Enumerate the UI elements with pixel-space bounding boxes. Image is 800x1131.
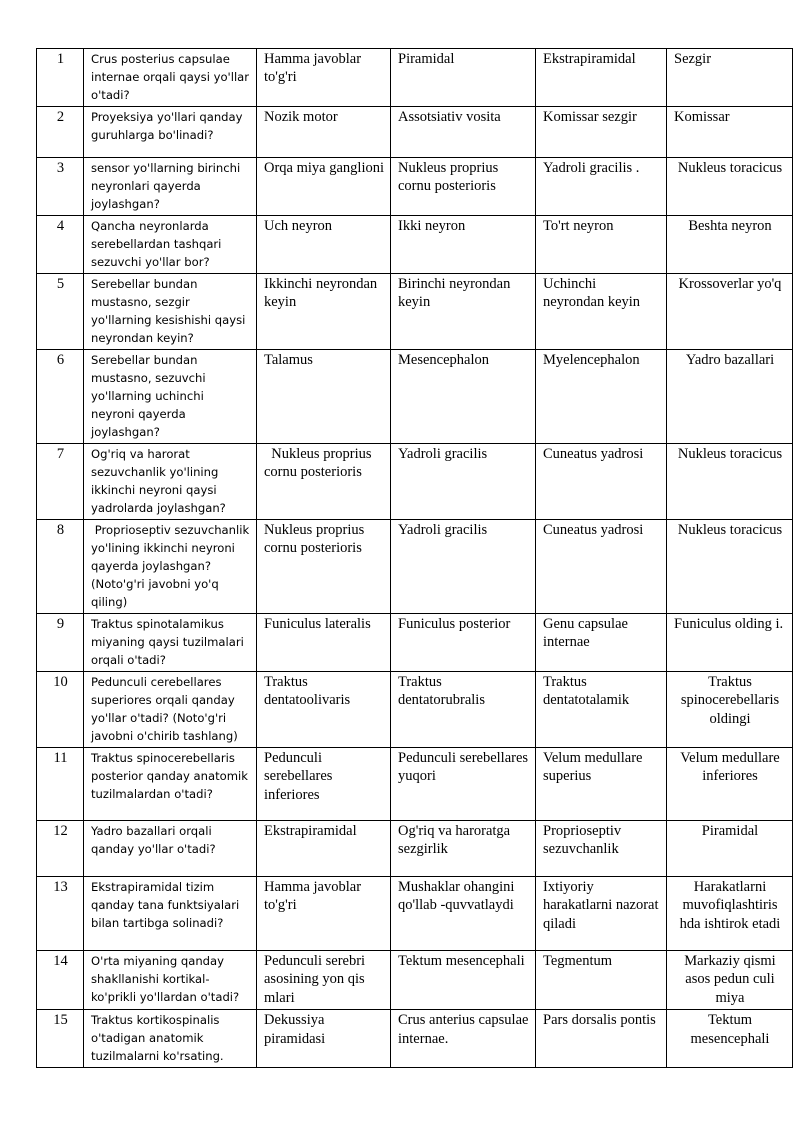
table-row: [37, 821, 793, 877]
question-number: 10: [37, 672, 84, 748]
table-row: [37, 951, 793, 1010]
answer-option-a: Pedunculi serebri asosining yon qis mlari: [257, 951, 391, 1010]
table-row: [37, 49, 793, 107]
answer-option-b: Assotsiativ vosita: [391, 107, 536, 158]
table-row: [37, 107, 793, 158]
question-text: Serebellar bundan mustasno, sezgir yo'llarning kesishishi qaysi neyrondan keyin?: [84, 274, 257, 350]
answer-option-a: Talamus: [257, 350, 391, 444]
question-text: Traktus kortikospinalis o'tadigan anatomik tuzilmalarni ko'rsating.: [84, 1010, 257, 1068]
answer-option-c: Velum medullare superius: [536, 748, 667, 821]
answer-option-c: Cuneatus yadrosi: [536, 444, 667, 520]
answer-option-d: Nukleus toracicus: [667, 444, 793, 520]
answer-option-d: Velum medullare inferiores: [667, 748, 793, 821]
answer-option-a: Orqa miya ganglioni: [257, 158, 391, 216]
answer-option-d: Nukleus toracicus: [667, 158, 793, 216]
answer-option-d: Yadro bazallari: [667, 350, 793, 444]
answer-option-b: Pedunculi serebellares yuqori: [391, 748, 536, 821]
table-row: [37, 350, 793, 444]
question-text: Traktus spinotalamikus miyaning qaysi tuzilmalari orqali o'tadi?: [84, 614, 257, 672]
answer-option-d: Traktus spinocerebellaris oldingi: [667, 672, 793, 748]
answer-option-c: Pars dorsalis pontis: [536, 1010, 667, 1068]
table-row: [37, 274, 793, 350]
answer-option-c: Proprioseptiv sezuvchanlik: [536, 821, 667, 877]
answer-option-b: Tektum mesencephali: [391, 951, 536, 1010]
table-row: [37, 672, 793, 748]
answer-option-a: Dekussiya piramidasi: [257, 1010, 391, 1068]
question-number: 15: [37, 1010, 84, 1068]
answer-option-a: Hamma javoblar to'g'ri: [257, 49, 391, 107]
answer-option-b: Crus anterius capsulae internae.: [391, 1010, 536, 1068]
question-text: Yadro bazallari orqali qanday yo'llar o'tadi?: [84, 821, 257, 877]
table-row: [37, 444, 793, 520]
question-number: 8: [37, 520, 84, 614]
answer-option-a: Ikkinchi neyrondan keyin: [257, 274, 391, 350]
question-number: 1: [37, 49, 84, 107]
question-number: 12: [37, 821, 84, 877]
answer-option-a: Traktus dentatoolivaris: [257, 672, 391, 748]
question-number: 14: [37, 951, 84, 1010]
question-number: 4: [37, 216, 84, 274]
table-row: [37, 216, 793, 274]
question-text: sensor yo'llarning birinchi neyronlari qayerda joylashgan?: [84, 158, 257, 216]
question-text: Ekstrapiramidal tizim qanday tana funktsiyalari bilan tartibga solinadi?: [84, 877, 257, 951]
answer-option-a: Funiculus lateralis: [257, 614, 391, 672]
answer-option-a: Pedunculi serebellares inferiores: [257, 748, 391, 821]
question-text: Serebellar bundan mustasno, sezuvchi yo'llarning uchinchi neyroni qayerda joylashgan?: [84, 350, 257, 444]
question-text: O'rta miyaning qanday shakllanishi kortikal-ko'prikli yo'llardan o'tadi?: [84, 951, 257, 1010]
answer-option-b: Birinchi neyrondan keyin: [391, 274, 536, 350]
answer-option-c: Yadroli gracilis .: [536, 158, 667, 216]
answer-option-d: Nukleus toracicus: [667, 520, 793, 614]
answer-option-c: Ekstrapiramidal: [536, 49, 667, 107]
answer-option-b: Nukleus proprius cornu posterioris: [391, 158, 536, 216]
question-text: Proprioseptiv sezuvchanlik yo'lining ikkinchi neyroni qayerda joylashgan? (Noto'g'ri javobni yo'q qiling): [84, 520, 257, 614]
question-text: Crus posterius capsulae internae orqali qaysi yo'llar o'tadi?: [84, 49, 257, 107]
table-row: [37, 158, 793, 216]
answer-option-c: Tegmentum: [536, 951, 667, 1010]
answer-option-c: Uchinchi neyrondan keyin: [536, 274, 667, 350]
answer-option-d: Krossoverlar yo'q: [667, 274, 793, 350]
question-number: 13: [37, 877, 84, 951]
question-number: 7: [37, 444, 84, 520]
table-row: [37, 748, 793, 821]
answer-option-c: Genu capsulae internae: [536, 614, 667, 672]
question-text: Pedunculi cerebellares superiores orqali qanday yo'llar o'tadi? (Noto'g'ri javobni o'chirib tashlang): [84, 672, 257, 748]
answer-option-b: Mushaklar ohangini qo'llab -quvvatlaydi: [391, 877, 536, 951]
quiz-table-body: [37, 49, 793, 1068]
answer-option-d: Piramidal: [667, 821, 793, 877]
question-number: 6: [37, 350, 84, 444]
answer-option-a: Nukleus proprius cornu posterioris: [257, 444, 391, 520]
answer-option-d: Sezgir: [667, 49, 793, 107]
answer-option-d: Komissar: [667, 107, 793, 158]
answer-option-d: Beshta neyron: [667, 216, 793, 274]
question-text: Qancha neyronlarda serebellardan tashqari sezuvchi yo'llar bor?: [84, 216, 257, 274]
answer-option-b: Yadroli gracilis: [391, 444, 536, 520]
question-text: Traktus spinocerebellaris posterior qanday anatomik tuzilmalardan o'tadi?: [84, 748, 257, 821]
table-row: [37, 1010, 793, 1068]
answer-option-c: Ixtiyoriy harakatlarni nazorat qiladi: [536, 877, 667, 951]
answer-option-a: Ekstrapiramidal: [257, 821, 391, 877]
answer-option-c: Cuneatus yadrosi: [536, 520, 667, 614]
answer-option-d: Funiculus olding i.: [667, 614, 793, 672]
answer-option-c: To'rt neyron: [536, 216, 667, 274]
answer-option-c: Traktus dentatotalamik: [536, 672, 667, 748]
answer-option-a: Nozik motor: [257, 107, 391, 158]
answer-option-c: Komissar sezgir: [536, 107, 667, 158]
answer-option-c: Myelencephalon: [536, 350, 667, 444]
answer-option-b: Piramidal: [391, 49, 536, 107]
answer-option-b: Og'riq va haroratga sezgirlik: [391, 821, 536, 877]
answer-option-b: Yadroli gracilis: [391, 520, 536, 614]
quiz-table: [36, 48, 793, 1068]
table-row: [37, 520, 793, 614]
question-number: 5: [37, 274, 84, 350]
answer-option-d: Tektum mesencephali: [667, 1010, 793, 1068]
question-number: 2: [37, 107, 84, 158]
table-row: [37, 614, 793, 672]
answer-option-b: Mesencephalon: [391, 350, 536, 444]
answer-option-b: Traktus dentatorubralis: [391, 672, 536, 748]
question-text: Proyeksiya yo'llari qanday guruhlarga bo'linadi?: [84, 107, 257, 158]
question-number: 3: [37, 158, 84, 216]
question-number: 11: [37, 748, 84, 821]
answer-option-b: Ikki neyron: [391, 216, 536, 274]
answer-option-d: Markaziy qismi asos pedun culi miya: [667, 951, 793, 1010]
answer-option-a: Uch neyron: [257, 216, 391, 274]
table-row: [37, 877, 793, 951]
answer-option-b: Funiculus posterior: [391, 614, 536, 672]
answer-option-d: Harakatlarni muvofiqlashtiris hda ishtirok etadi: [667, 877, 793, 951]
answer-option-a: Hamma javoblar to'g'ri: [257, 877, 391, 951]
question-number: 9: [37, 614, 84, 672]
answer-option-a: Nukleus proprius cornu posterioris: [257, 520, 391, 614]
question-text: Og'riq va harorat sezuvchanlik yo'lining ikkinchi neyroni qaysi yadrolarda joylashgan?: [84, 444, 257, 520]
